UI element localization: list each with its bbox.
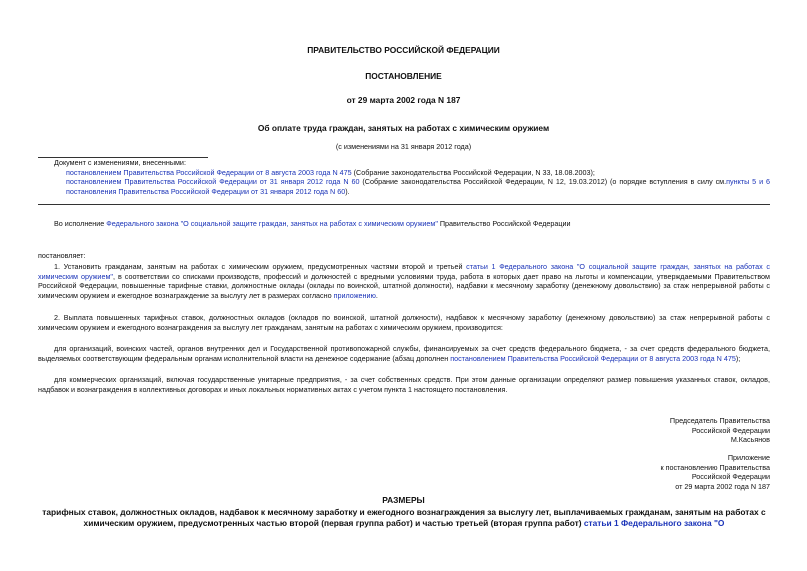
p4-text: для коммерческих организаций, включая государственные унитарные предприятия, - за счет собственных средств. При этом данные организации определяют размер повышения указанных ставок, окладов, надбавок и вознаграждения в коллективных договорах и иных локальных нормативных актах с учетом пункта 1 настоящего постановления. <box>38 375 770 394</box>
paragraph-3 <box>38 344 770 363</box>
appendix-heading: РАЗМЕРЫ <box>382 495 425 505</box>
amendment-item <box>54 177 770 196</box>
p3-text-a: для организаций, воинских частей, органов внутренних дел и Государственной противопожарной службы, финансируемых за счет средств федерального бюджета, - за счет средств федерального бюджета, выделяемых соответствующим федеральным органам исполнительной власти на денежное содержание (абзац дополнен <box>38 344 770 363</box>
signature-position: Председатель Правительства <box>669 416 770 425</box>
p1-text-c: . <box>375 290 378 300</box>
revision-note: (с изменениями на 31 января 2012 года) <box>335 142 472 151</box>
appendix-law-link[interactable]: статьи 1 Федерального закона "О <box>583 518 725 529</box>
amendment-link-2[interactable]: пункты 5 и 6 постановления Правительства Российской Федерации от 31 января 2012 года N 60 <box>66 177 770 196</box>
appendix-label: Приложение <box>727 453 770 462</box>
paragraph-2 <box>38 313 770 332</box>
divider-full <box>38 204 770 205</box>
amendment-text: (Собрание законодательства Российской Федерации, N 12, 19.03.2012) (о порядке вступления в силу см. <box>359 177 727 186</box>
signature-block <box>560 416 770 445</box>
doc-type: ПОСТАНОВЛЕНИЕ <box>365 71 442 81</box>
p1-law-link[interactable]: статьи 1 Федерального закона "О социальной защите граждан, занятых на работах с химическим оружием" <box>38 262 770 281</box>
signature-name: М.Касьянов <box>730 435 770 444</box>
p1-text-a: 1. Установить гражданам, занятым на работах с химическим оружием, предусмотренных частями второй и третьей <box>54 262 467 271</box>
appendix-text-main: тарифных ставок, должностных окладов, надбавок к месячному заработку и ежегодного вознаграждения за выслугу лет, выплачиваемых гражданам, занятым на работах с химическим оружием, предусмотренных частью второй (первая группа работ) и частью третьей (вторая группа работ) <box>42 507 766 529</box>
appendix-link[interactable]: приложению <box>333 290 376 300</box>
amendments-intro: Документ с изменениями, внесенными: <box>54 158 186 167</box>
org-name: ПРАВИТЕЛЬСТВО РОССИЙСКОЙ ФЕДЕРАЦИИ <box>307 45 500 55</box>
amendment-end: ). <box>345 186 350 196</box>
p3-text-b: ); <box>735 353 741 363</box>
p1-text-b: , в соответствии со списками производств, профессий и должностей с вредными условиями труда, работа в которых дает право на льготы и компенсации, утверждаемыми Правительством Российской Федерации, повышенные тарифные ставки, должностные оклады (оклады по воинской, штатной должности), надбавки к месячному заработку (денежному довольствию) за стаж непрерывной работы с химическим оружием и ежегодное вознаграждение за выслугу лет в размерах согласно <box>38 271 770 300</box>
paragraph-1 <box>38 262 770 300</box>
signature-country: Российской Федерации <box>691 425 770 435</box>
amendment-item <box>54 168 770 178</box>
appendix-country: Российской Федерации <box>691 472 770 481</box>
appendix-ref: к постановлению Правительства <box>660 462 770 472</box>
doc-date-number: от 29 марта 2002 года N 187 <box>346 95 461 105</box>
preamble <box>38 219 770 229</box>
appendix-text <box>38 507 770 530</box>
amendments-block <box>54 158 770 196</box>
p3-amend-link[interactable]: постановлением Правительства Российской Федерации от 8 августа 2003 года N 475 <box>450 353 736 363</box>
preamble-suffix: Правительство Российской Федерации <box>437 219 571 228</box>
amendment-text: (Собрание законодательства Российской Федерации, N 33, 18.08.2003); <box>351 167 595 177</box>
paragraph-4 <box>38 375 770 394</box>
amendment-link[interactable]: постановлением Правительства Российской Федерации от 31 января 2012 года N 60 <box>66 177 360 186</box>
appendix-block <box>560 453 770 491</box>
p2-text: 2. Выплата повышенных тарифных ставок, должностных окладов (окладов по воинской, штатной должности), надбавок к месячному заработку (денежному довольствию) за стаж непрерывной работы с химическим оружием и ежегодного вознаграждения за выслугу лет гражданам, занятым на работах с химическим оружием, производится: <box>38 313 770 332</box>
law-link[interactable]: Федерального закона "О социальной защите граждан, занятых на работах с химическим оружием" <box>106 219 438 228</box>
doc-title: Об оплате труда граждан, занятых на работах с химическим оружием <box>257 123 550 133</box>
preamble-prefix: Во исполнение <box>54 219 107 228</box>
appendix-date: от 29 марта 2002 года N 187 <box>675 481 770 491</box>
amendment-link[interactable]: постановлением Правительства Российской Федерации от 8 августа 2003 года N 475 <box>66 167 352 177</box>
decree-word: постановляет: <box>38 251 86 260</box>
